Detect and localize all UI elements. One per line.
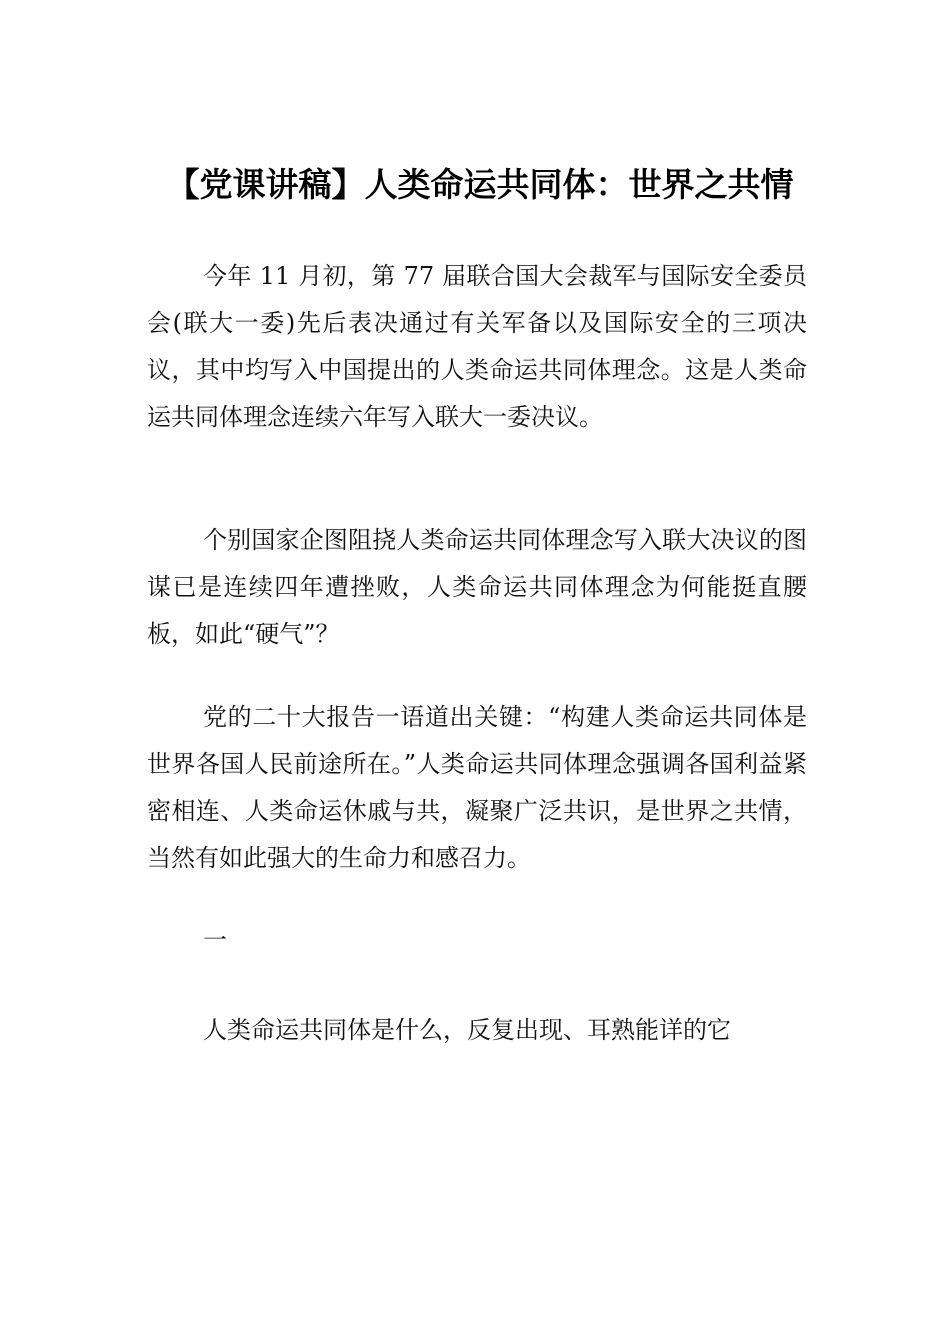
section-heading-one: 一 [203,926,227,954]
paragraph-section-one-start: 人类命运共同体是什么，反复出现、耳熟能详的它 [203,1016,731,1044]
document-title: 【党课讲稿】人类命运共同体：世界之共情 [166,165,794,204]
paragraph-report-quote: 党的二十大报告一语道出关键：“构建人类命运共同体是世界各国人民前途所在。”人类命运共同体理念强调各国利益紧密相连、人类命运休戚与共，凝聚广泛共识，是世界之共情，当然有如此强大的生命力和感召力。 [147,703,807,872]
paragraph-intro: 今年 11 月初，第 77 届联合国大会裁军与国际安全委员会(联大一委)先后表决通过有关军备以及国际安全的三项决议，其中均写入中国提出的人类命运共同体理念。这是人类命运共同体理念连续六年写入联大一委决议。 [147,262,807,431]
paragraph-question: 个别国家企图阻挠人类命运共同体理念写入联大决议的图谋已是连续四年遭挫败，人类命运共同体理念为何能挺直腰板，如此“硬气”？ [147,526,807,648]
